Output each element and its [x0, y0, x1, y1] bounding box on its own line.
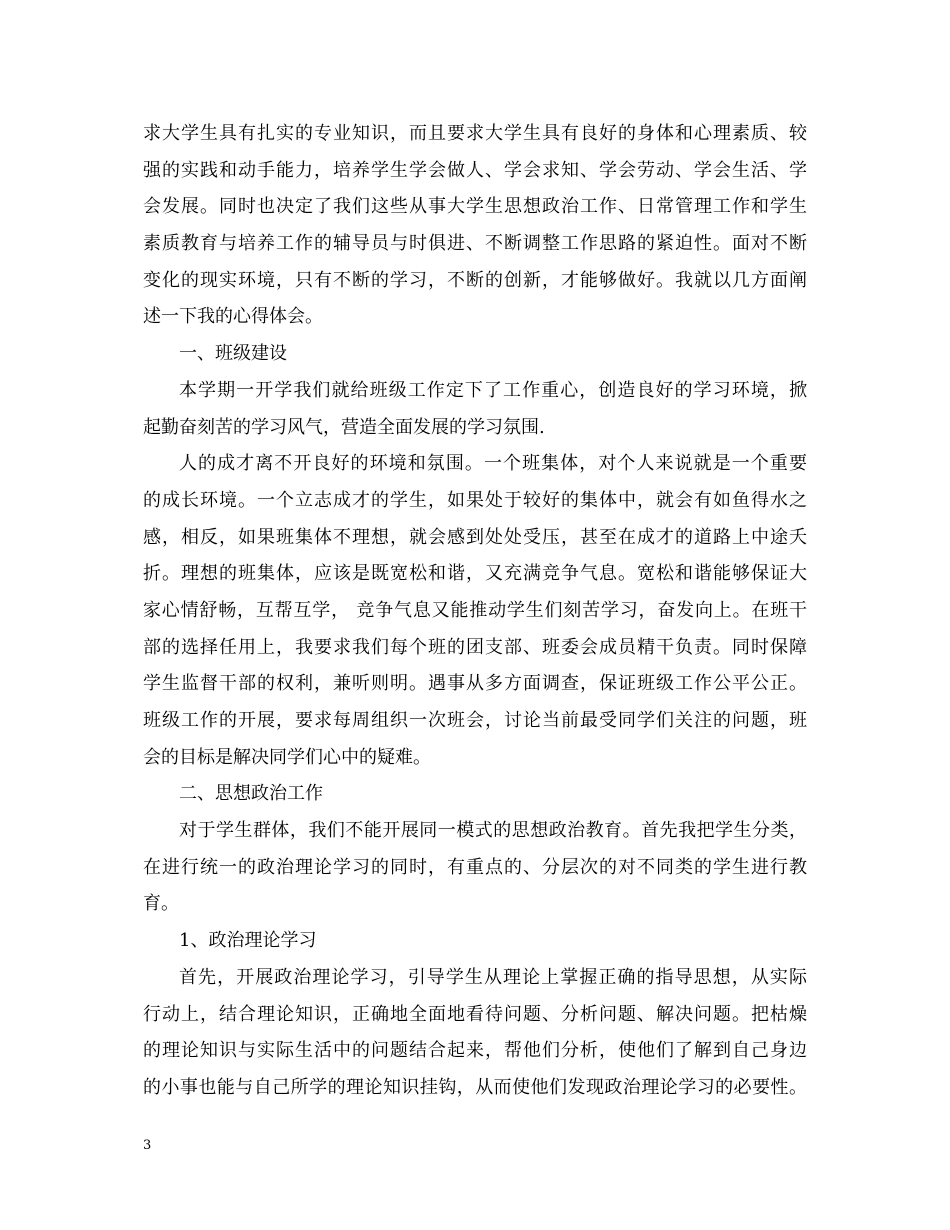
text-line: 感，相反，如果班集体不理想，就会感到处处受压，甚至在成才的道路上中途夭 [143, 526, 807, 548]
text-line: 人的成才离不开良好的环境和氛围。一个班集体，对个人来说就是一个重要 [179, 453, 807, 475]
text-line: 家心情舒畅，互帮互学， 竞争气息又能推动学生们刻苦学习，奋发向上。在班干 [143, 599, 807, 621]
text-line: 强的实践和动手能力，培养学生学会做人、学会求知、学会劳动、学会生活、学 [143, 159, 807, 181]
text-line: 会的目标是解决同学们心中的疑难。 [143, 746, 431, 768]
text-line: 变化的现实环境，只有不断的学习，不断的创新，才能够做好。我就以几方面阐 [143, 269, 807, 291]
text-line: 班级工作的开展，要求每周组织一次班会，讨论当前最受同学们关注的问题，班 [143, 710, 807, 731]
text-line: 在进行统一的政治理论学习的同时，有重点的、分层次的对不同类的学生进行教 [143, 856, 807, 878]
text-line: 的小事也能与自己所学的理论知识挂钩，从而使他们发现政治理论学习的必要性。 [143, 1076, 807, 1098]
text-line: 的理论知识与实际生活中的问题结合起来，帮他们分析，使他们了解到自己身边 [143, 1040, 807, 1062]
section-heading: 一、班级建设 [179, 343, 287, 365]
text-line: 行动上，结合理论知识，正确地全面地看待问题、分析问题、解决问题。把枯燥 [143, 1003, 807, 1025]
text-line: 折。理想的班集体，应该是既宽松和谐，又充满竞争气息。宽松和谐能够保证大 [143, 563, 807, 585]
document-body [143, 116, 807, 1107]
text-line: 育。 [143, 893, 179, 915]
text-line: 求大学生具有扎实的专业知识，而且要求大学生具有良好的身体和心理素质、较 [143, 123, 807, 144]
text-line: 首先，开展政治理论学习，引导学生从理论上掌握正确的指导思想，从实际 [179, 966, 807, 988]
text-line: 起勤奋刻苦的学习风气，营造全面发展的学习氛围. [143, 416, 545, 438]
subsection-heading: 1、政治理论学习 [179, 930, 317, 952]
text-line: 对于学生群体，我们不能开展同一模式的思想政治教育。首先我把学生分类， [179, 820, 807, 842]
text-line: 学生监督干部的权利，兼听则明。遇事从多方面调查，保证班级工作公平公正。 [143, 673, 807, 695]
page-number: 3 [143, 1138, 152, 1153]
text-line: 会发展。同时也决定了我们这些从事大学生思想政治工作、日常管理工作和学生 [143, 196, 807, 218]
text-line: 本学期一开学我们就给班级工作定下了工作重心，创造良好的学习环境，掀 [179, 379, 807, 401]
text-line: 部的选择任用上，我要求我们每个班的团支部、班委会成员精干负责。同时保障 [143, 636, 807, 658]
section-heading: 二、思想政治工作 [179, 783, 323, 805]
text-line: 的成长环境。一个立志成才的学生，如果处于较好的集体中，就会有如鱼得水之 [143, 489, 807, 511]
text-line: 述一下我的心得体会。 [143, 306, 323, 328]
text-line: 素质教育与培养工作的辅导员与时俱进、不断调整工作思路的紧迫性。面对不断 [143, 233, 807, 255]
